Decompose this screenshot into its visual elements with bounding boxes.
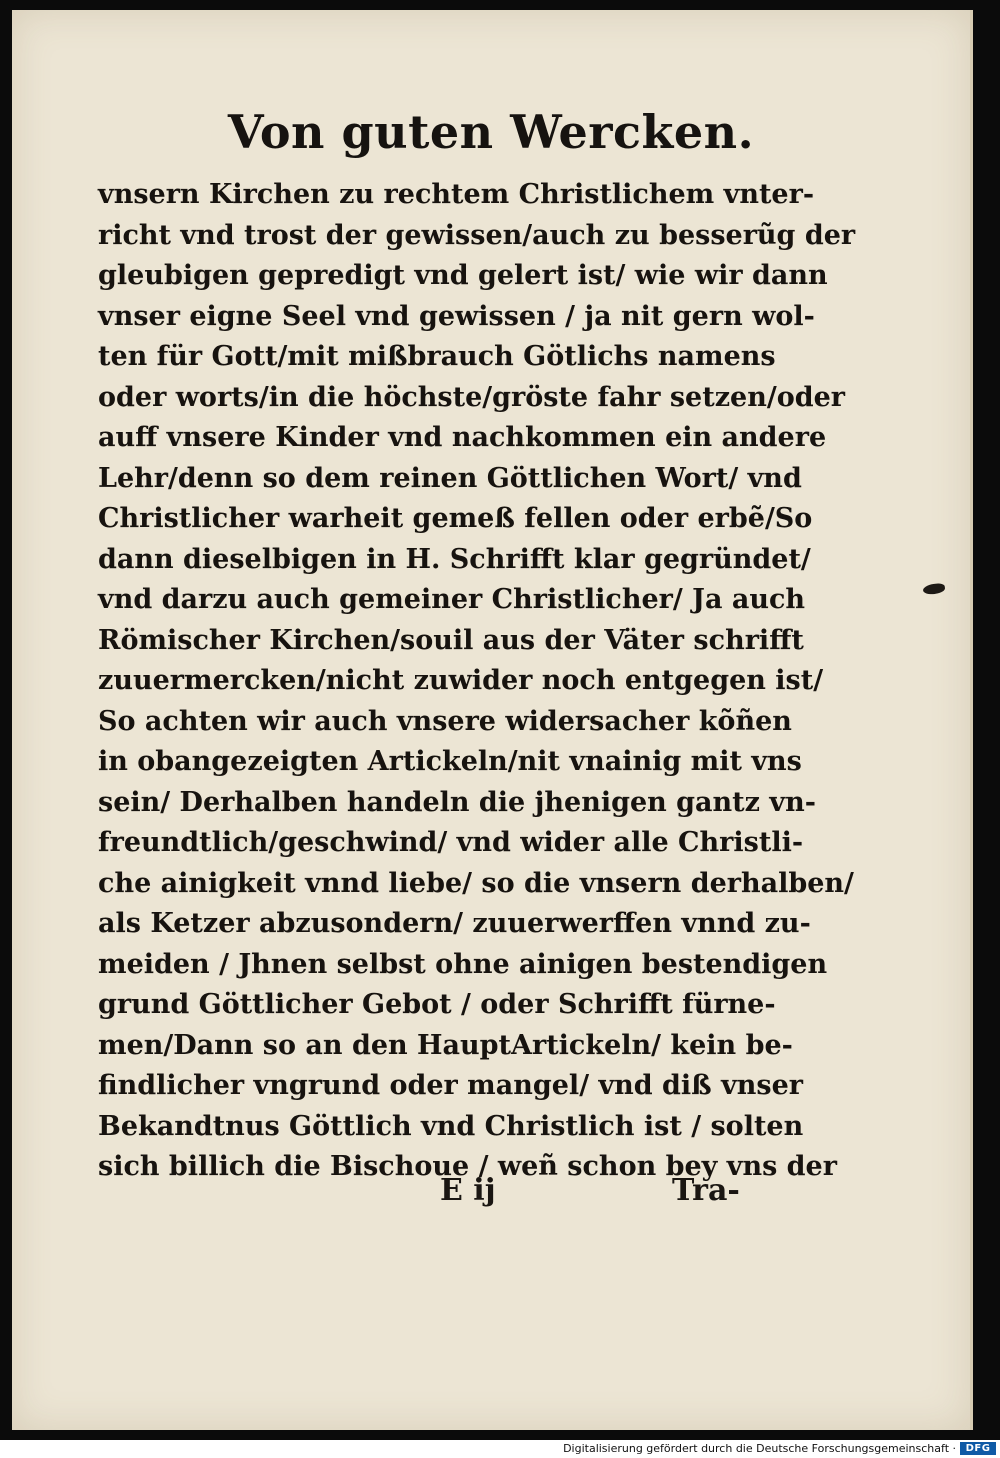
signature-mark: E ij: [440, 1173, 496, 1208]
text-line: freundtlich/geschwind/ vnd wider alle Christli-: [98, 827, 804, 858]
text-line: dann dieselbigen in H. Schrifft klar gegründet/: [98, 543, 811, 575]
text-line: sein/ Derhalben handeln die jhenigen gantz vn-: [98, 786, 816, 818]
page-footer: [12, 1173, 970, 1217]
text-line: findlicher vngrund oder mangel/ vnd diß vnser: [98, 1070, 804, 1101]
text-line: vnsern Kirchen zu rechtem Christlichem vnter-: [98, 179, 815, 210]
text-line: Lehr/denn so dem reinen Göttlichen Wort/ vnd: [98, 462, 802, 494]
dfg-logo: DFG: [960, 1442, 996, 1455]
credit-text: Digitalisierung gefördert durch die Deutsche Forschungsgemeinschaft ·: [563, 1442, 956, 1455]
credit-bar: [0, 1440, 1000, 1458]
text-line: Christlicher warheit gemeß fellen oder erbẽ/So: [98, 503, 813, 534]
catchword: Tra-: [672, 1173, 740, 1208]
text-line: Bekandtnus Göttlich vnd Christlich ist / solten: [98, 1110, 804, 1142]
text-line: sich billich die Bischoue / weñ schon bey vns der: [98, 1151, 837, 1182]
text-line: auff vnsere Kinder vnd nachkommen ein andere: [98, 422, 827, 453]
text-line: Römischer Kirchen/souil aus der Väter schrifft: [98, 624, 804, 656]
text-line: che ainigkeit vnnd liebe/ so die vnsern derhalben/: [98, 867, 854, 899]
text-line: richt vnd trost der gewissen/auch zu besserũg der: [98, 219, 856, 251]
text-line: meiden / Jhnen selbst ohne ainigen bestendigen: [98, 948, 828, 980]
text-line: vnd darzu auch gemeiner Christlicher/ Ja auch: [98, 584, 806, 615]
text-line: men/Dann so an den HauptArtickeln/ kein be-: [98, 1029, 793, 1061]
running-header: Von guten Wercken.: [227, 105, 755, 159]
text-line: vnser eigne Seel vnd gewissen / ja nit gern wol-: [98, 300, 815, 332]
text-line: gleubigen gepredigt vnd gelert ist/ wie wir dann: [98, 260, 828, 291]
text-line: grund Göttlicher Gebot / oder Schrifft fürne-: [98, 989, 776, 1020]
text-line: oder worts/in die höchste/gröste fahr setzen/oder: [98, 381, 845, 413]
body-text: [98, 175, 856, 1188]
text-line: ten für Gott/mit mißbrauch Götlichs namens: [98, 341, 776, 372]
book-page: [12, 10, 973, 1430]
text-line: So achten wir auch vnsere widersacher kõñen: [98, 705, 792, 737]
text-line: als Ketzer abzusondern/ zuuerwerffen vnnd zu-: [98, 908, 811, 939]
text-line: zuuermercken/nicht zuwider noch entgegen ist/: [98, 665, 824, 696]
text-line: in obangezeigten Artickeln/nit vnainig mit vns: [98, 746, 802, 777]
